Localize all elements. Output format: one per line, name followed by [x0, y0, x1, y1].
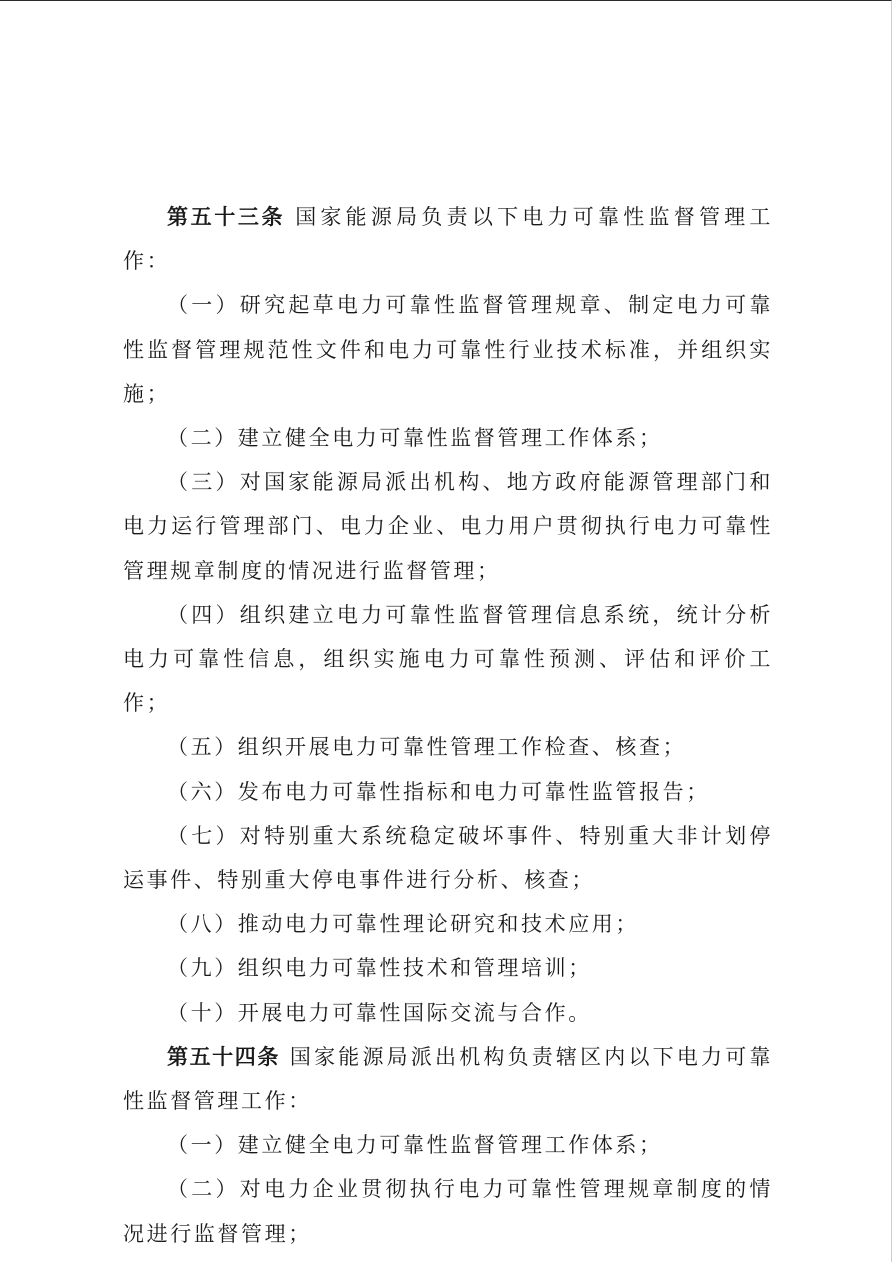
article-54-heading: 第五十四条 [167, 1044, 280, 1069]
article-53-item-1: （一）研究起草电力可靠性监督管理规章、制定电力可靠性监督管理规范性文件和电力可靠性行业技术标准，并组织实施； [123, 293, 773, 406]
article-53-heading: 第五十三条 [167, 205, 286, 229]
article-54-intro [123, 1035, 773, 1123]
article-53-intro [123, 195, 773, 283]
article-53-item-3: （三）对国家能源局派出机构、地方政府能源管理部门和电力运行管理部门、电力企业、电力用户贯彻执行电力可靠性管理规章制度的情况进行监督管理； [123, 470, 773, 583]
article-53-item-8: （八）推动电力可靠性理论研究和技术应用； [167, 912, 639, 937]
article-53-item-2: （二）建立健全电力可靠性监督管理工作体系； [167, 426, 663, 451]
article-53-item-6: （六）发布电力可靠性指标和电力可靠性监管报告； [167, 779, 710, 804]
article-54-item-1: （一）建立健全电力可靠性监督管理工作体系； [167, 1133, 663, 1158]
article-54-item-2: （二）对电力企业贯彻执行电力可靠性管理规章制度的情况进行监督管理； [123, 1177, 773, 1246]
article-53-item-5: （五）组织开展电力可靠性管理工作检查、核查； [167, 735, 687, 760]
article-54-intro-text: 国家能源局派出机构负责辖区内以下电力可靠性监督管理工作： [123, 1044, 774, 1114]
article-53-intro-text: 国家能源局负责以下电力可靠性监督管理工作： [123, 205, 774, 274]
article-53-item-7: （七）对特别重大系统稳定破坏事件、特别重大非计划停运事件、特别重大停电事件进行分析、核查； [123, 823, 773, 893]
article-53-item-9: （九）组织电力可靠性技术和管理培训； [167, 956, 592, 981]
article-53-item-4: （四）组织建立电力可靠性监督管理信息系统，统计分析电力可靠性信息，组织实施电力可靠性预测、评估和评价工作； [123, 602, 773, 716]
article-53-item-10: （十）开展电力可靠性国际交流与合作。 [167, 1000, 592, 1025]
document-body [123, 195, 773, 1256]
